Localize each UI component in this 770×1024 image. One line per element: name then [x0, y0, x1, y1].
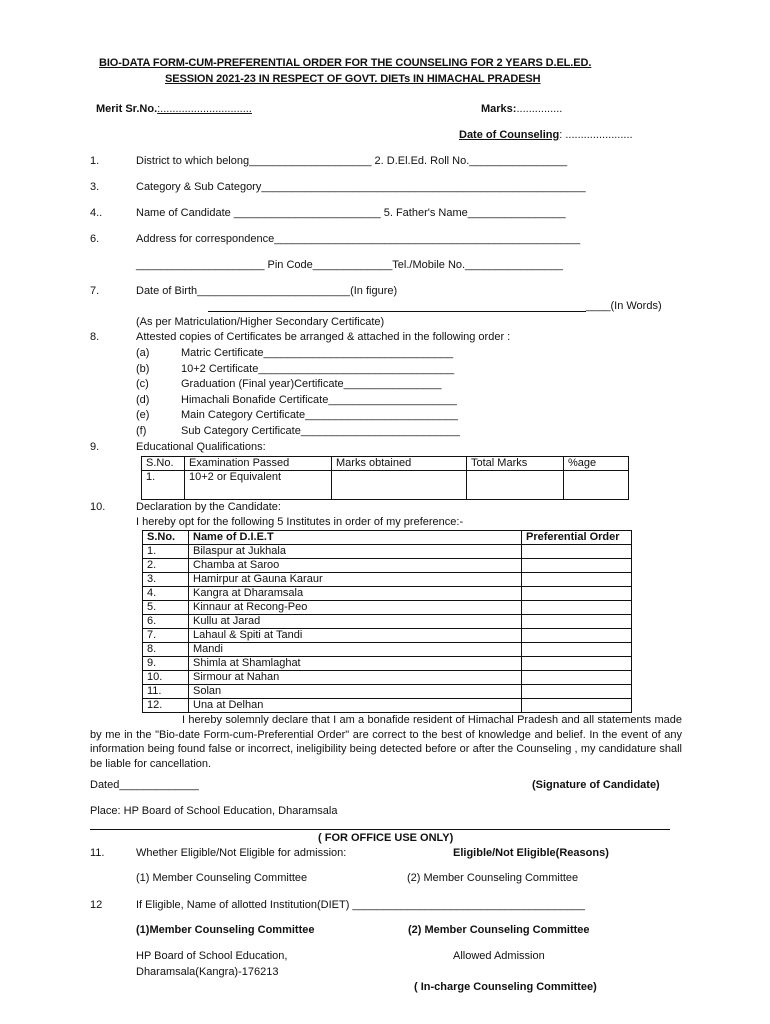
cert-graduation[interactable]: Graduation (Final year)Certificate________________ [181, 378, 442, 390]
diet-name: Mandi [189, 643, 522, 657]
cert-bonafide[interactable]: Himachali Bonafide Certificate_____________________ [181, 394, 457, 406]
percentage-cell[interactable] [564, 471, 629, 500]
date-label: Date of Counseling [459, 129, 560, 141]
table-row [143, 559, 632, 573]
office-use-heading: ( FOR OFFICE USE ONLY) [318, 832, 454, 844]
board-address-line2: Dharamsala(Kangra)-176213 [136, 966, 279, 978]
marks-label: Marks: [481, 103, 517, 115]
cert-key: (a) [136, 347, 150, 359]
table-cell: 10+2 or Equivalent [185, 471, 332, 500]
table-header: S.No. [143, 531, 189, 545]
district-field[interactable]: District to which belong____________________ 2. D.El.Ed. Roll No.________________ [136, 155, 568, 167]
committee-member-2: (2) Member Counseling Committee [407, 872, 579, 884]
preference-cell[interactable] [522, 685, 632, 699]
row-number: 7. [143, 629, 189, 643]
diet-name: Hamirpur at Gauna Karaur [189, 573, 522, 587]
committee-member-2-signature: (2) Member Counseling Committee [408, 924, 590, 936]
preference-cell[interactable] [522, 643, 632, 657]
table-header: Examination Passed [185, 457, 332, 471]
row-number: 11. [143, 685, 189, 699]
diet-name: Kinnaur at Recong-Peo [189, 601, 522, 615]
item-number: 10. [90, 501, 106, 513]
row-number: 12. [143, 699, 189, 713]
item-number: 6. [90, 233, 100, 245]
attested-label: Attested copies of Certificates be arranged & attached in the following order : [136, 331, 511, 343]
signature-label: (Signature of Candidate) [532, 779, 660, 791]
table-row [143, 601, 632, 615]
declaration-statement: I hereby solemnly declare that I am a bonafide resident of Himachal Pradesh and all statements made by me in the "Bio-date Form-cum-Preferential Order" are correct to the best of knowledge and belief. In the event of any information being found false or incorrect, ineligibility being detected before or after the Counseling , my candidature shall be liable for cancellation. [90, 714, 682, 770]
cert-main-category[interactable]: Main Category Certificate_________________________ [181, 409, 459, 421]
cert-key: (e) [136, 409, 150, 421]
preference-cell[interactable] [522, 601, 632, 615]
cert-matric[interactable]: Matric Certificate_______________________________ [181, 347, 454, 359]
row-number: 6. [143, 615, 189, 629]
table-header: Name of D.I.E.T [189, 531, 522, 545]
form-title-line2: SESSION 2021-23 IN RESPECT OF GOVT. DIETs IN HIMACHAL PRADESH [165, 73, 541, 85]
cert-10plus2[interactable]: 10+2 Certificate________________________________ [181, 363, 455, 375]
diet-name: Sirmour at Nahan [189, 671, 522, 685]
diet-name: Chamba at Saroo [189, 559, 522, 573]
dob-note: (As per Matriculation/Higher Secondary Certificate) [136, 316, 385, 328]
marks-field[interactable] [481, 103, 562, 115]
preference-cell[interactable] [522, 629, 632, 643]
table-row [143, 699, 632, 713]
row-number: 3. [143, 573, 189, 587]
table-row [143, 629, 632, 643]
place-label: Place: HP Board of School Education, Dharamsala [90, 805, 338, 817]
item-number: 1. [90, 155, 100, 167]
cert-key: (d) [136, 394, 150, 406]
diet-name: Lahaul & Spiti at Tandi [189, 629, 522, 643]
form-title-line1: BIO-DATA FORM-CUM-PREFERENTIAL ORDER FOR THE COUNSELING FOR 2 YEARS D.EL.ED. [99, 57, 592, 69]
cert-key: (b) [136, 363, 150, 375]
item-number: 8. [90, 331, 100, 343]
preference-cell[interactable] [522, 587, 632, 601]
diet-name: Kangra at Dharamsala [189, 587, 522, 601]
address-field[interactable]: Address for correspondence__________________________________________________ [136, 233, 581, 245]
marks-value: ............... [516, 103, 563, 115]
dob-figure-field[interactable]: Date of Birth_________________________(In figure) [136, 285, 398, 297]
incharge-signature: ( In-charge Counseling Committee) [414, 981, 597, 993]
preference-cell[interactable] [522, 699, 632, 713]
diet-name: Una at Delhan [189, 699, 522, 713]
table-row [143, 685, 632, 699]
row-number: 5. [143, 601, 189, 615]
table-cell: 1. [142, 471, 185, 500]
total-marks-cell[interactable] [467, 471, 564, 500]
item-number: 3. [90, 181, 100, 193]
education-label: Educational Qualifications: [136, 441, 266, 453]
row-number: 9. [143, 657, 189, 671]
row-number: 8. [143, 643, 189, 657]
candidate-name-field[interactable]: Name of Candidate ________________________ 5. Father's Name________________ [136, 207, 566, 219]
cert-sub-category[interactable]: Sub Category Certificate__________________________ [181, 425, 460, 437]
table-header: S.No. [142, 457, 185, 471]
row-number: 1. [143, 545, 189, 559]
table-header: %age [564, 457, 629, 471]
allowed-admission-label: Allowed Admission [453, 950, 545, 962]
table-row [143, 657, 632, 671]
preference-instruction: I hereby opt for the following 5 Institutes in order of my preference:- [136, 516, 464, 528]
declaration-heading: Declaration by the Candidate: [136, 501, 281, 513]
allotted-institution-field[interactable]: If Eligible, Name of allotted Institution(DIET) ______________________________________ [136, 899, 585, 911]
preference-cell[interactable] [522, 657, 632, 671]
table-header: Total Marks [467, 457, 564, 471]
table-row [143, 573, 632, 587]
item-number: 7. [90, 285, 100, 297]
table-row [143, 671, 632, 685]
date-value: : ...................... [559, 129, 633, 141]
merit-field[interactable] [96, 103, 252, 115]
committee-member-1: (1) Member Counseling Committee [136, 872, 308, 884]
item-number: 4.. [90, 207, 103, 219]
table-row [143, 615, 632, 629]
section-divider [90, 829, 670, 830]
dob-words-line[interactable] [208, 311, 586, 312]
diet-name: Solan [189, 685, 522, 699]
cert-key: (f) [136, 425, 147, 437]
preference-cell[interactable] [522, 545, 632, 559]
preference-cell[interactable] [522, 559, 632, 573]
diet-name: Bilaspur at Jukhala [189, 545, 522, 559]
item-number: 9. [90, 441, 100, 453]
merit-value: :.............................. [157, 103, 252, 115]
education-table [141, 456, 629, 500]
date-field[interactable] [459, 129, 633, 141]
eligibility-question: Whether Eligible/Not Eligible for admission: [136, 847, 347, 859]
merit-label: Merit Sr.No. [96, 103, 158, 115]
table-header: Marks obtained [332, 457, 467, 471]
diet-name: Shimla at Shamlaghat [189, 657, 522, 671]
preference-cell[interactable] [522, 573, 632, 587]
preference-cell[interactable] [522, 671, 632, 685]
diet-preference-table [142, 530, 632, 713]
dated-field[interactable]: Dated_____________ [90, 779, 199, 791]
table-header: Preferential Order [522, 531, 632, 545]
item-number: 12 [90, 899, 103, 911]
marks-obtained-cell[interactable] [332, 471, 467, 500]
item-number: 11. [90, 847, 105, 859]
cert-key: (c) [136, 378, 149, 390]
table-row [143, 643, 632, 657]
pin-phone-field[interactable]: _____________________ Pin Code_____________Tel./Mobile No.________________ [136, 259, 563, 271]
table-row [143, 587, 632, 601]
row-number: 4. [143, 587, 189, 601]
committee-member-1-signature: (1)Member Counseling Committee [136, 924, 315, 936]
category-field[interactable]: Category & Sub Category_____________________________________________________ [136, 181, 586, 193]
eligibility-answer: Eligible/Not Eligible(Reasons) [453, 847, 609, 859]
board-address-line1: HP Board of School Education, [136, 950, 288, 962]
preference-cell[interactable] [522, 615, 632, 629]
table-row [143, 545, 632, 559]
diet-name: Kullu at Jarad [189, 615, 522, 629]
row-number: 2. [143, 559, 189, 573]
dob-words-label: ____(In Words) [586, 300, 662, 312]
row-number: 10. [143, 671, 189, 685]
